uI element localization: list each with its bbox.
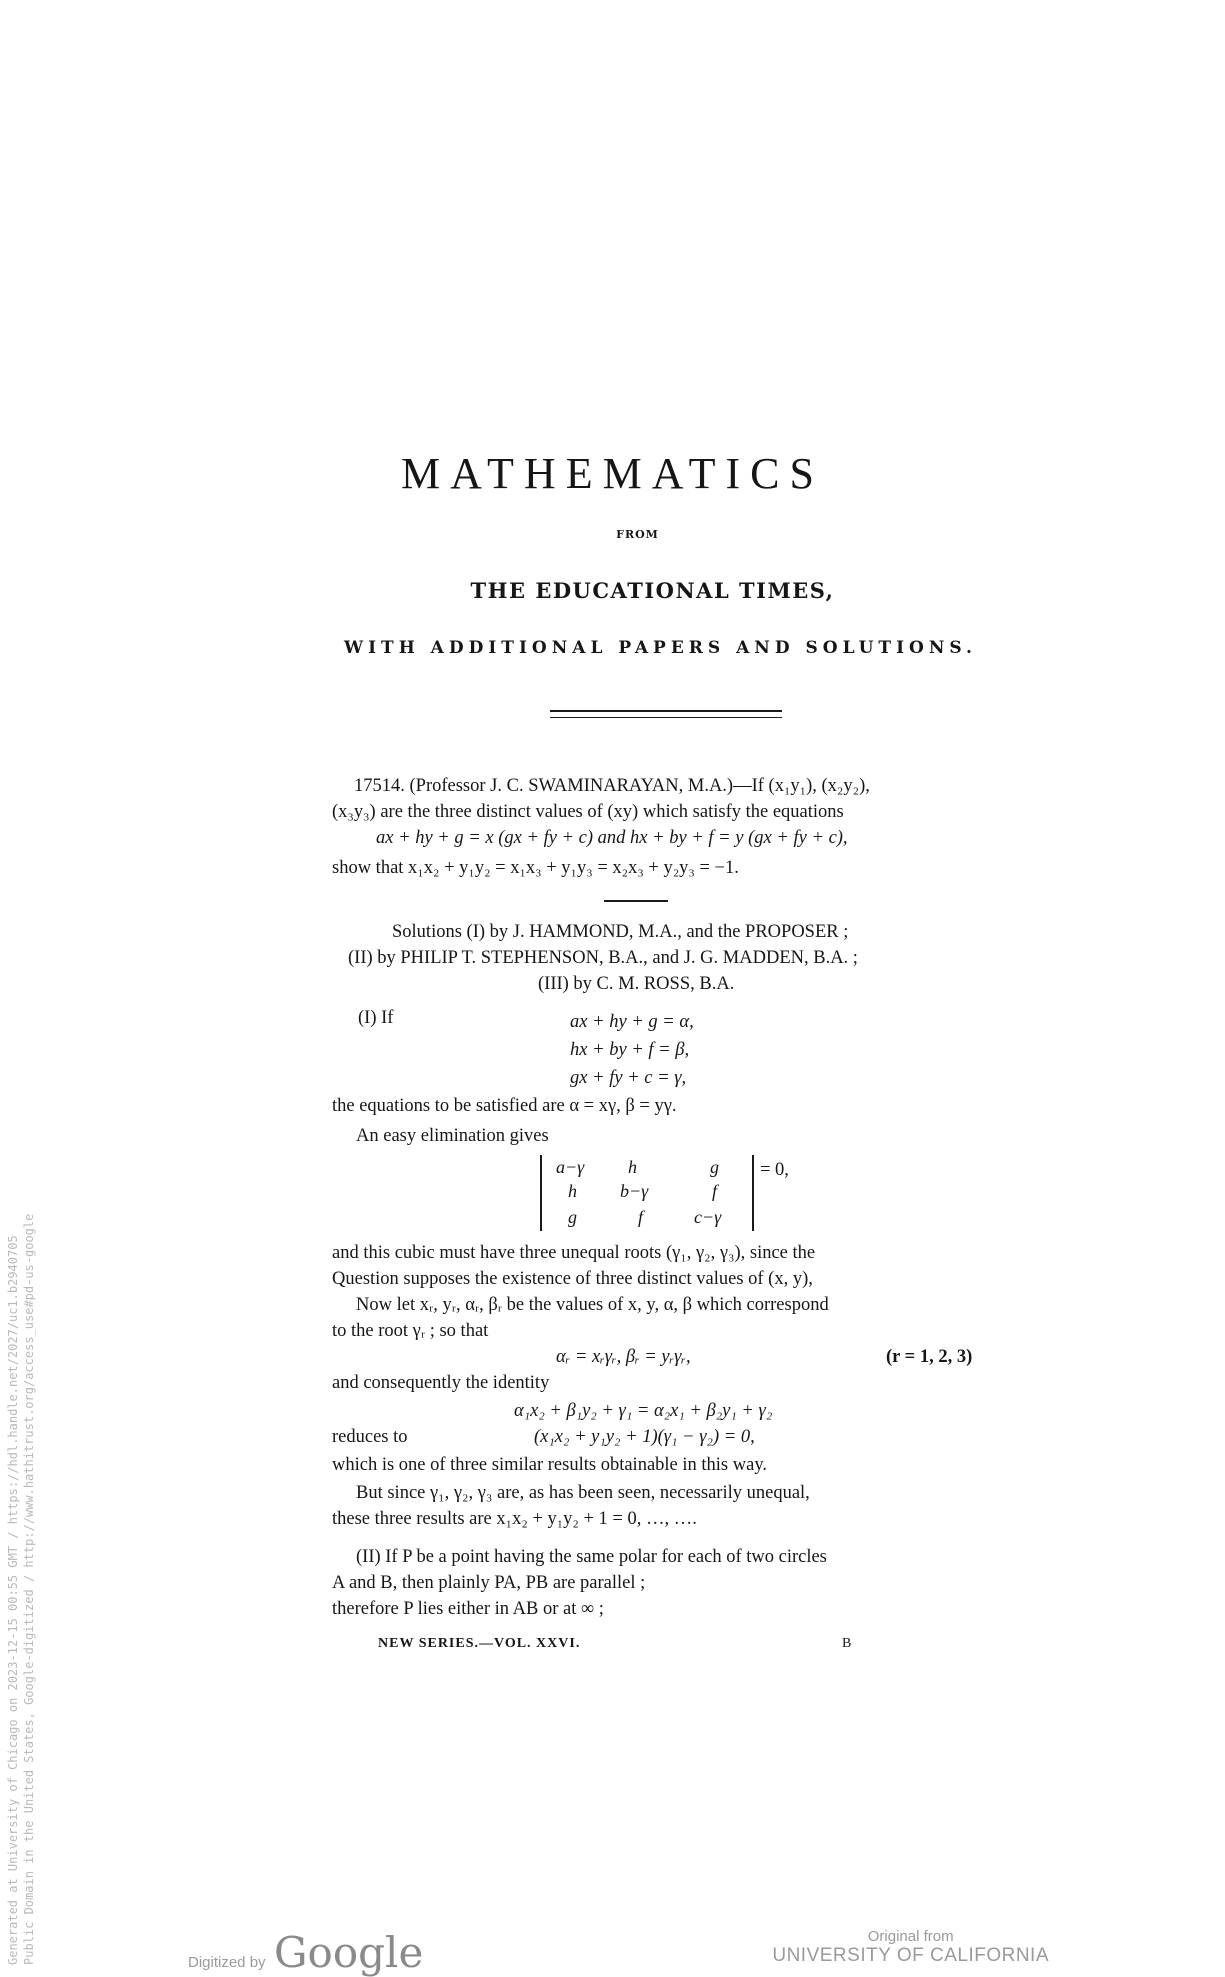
original-from-badge	[772, 1928, 1049, 1967]
digitized-by-badge	[188, 1928, 423, 1977]
equation-r: αᵣ = xᵣγᵣ, βᵣ = yᵣγᵣ,	[556, 1347, 691, 1367]
equation-r-range: (r = 1, 2, 3)	[886, 1347, 973, 1367]
question-show-that: show that x₁x₂ + y₁y₂ = x₁x₃ + y₁y₃ = x₂x₃ + y₂y₃ = −1.	[332, 858, 739, 878]
paragraph-7: and consequently the identity	[332, 1373, 550, 1393]
det-r2c1: h	[568, 1181, 577, 1201]
watermark-line-1: Generated at University of Chicago on 2023-12-15 00:55 GMT / https://hdl.handle.net/2027/uc1.b2940705	[6, 1235, 20, 1965]
equation-identity: α₁x₂ + β₁y₂ + γ₁ = α₂x₁ + β₂y₁ + γ₂	[514, 1401, 773, 1421]
watermark-line-2: Public Domain in the United States, Google-digitized / http://www.hathitrust.org/access_use#pd-us-google	[22, 1213, 36, 1965]
det-r1c2: h	[628, 1157, 637, 1177]
equation-alpha: ax + hy + g = α,	[570, 1012, 694, 1032]
det-r2c3: f	[712, 1181, 718, 1201]
question-equation: ax + hy + g = x (gx + fy + c) and hx + by + f = y (gx + fy + c),	[376, 828, 848, 848]
paragraph-1: the equations to be satisfied are α = xγ, β = yγ.	[332, 1096, 677, 1116]
paragraph-2: An easy elimination gives	[356, 1126, 549, 1146]
short-rule	[604, 900, 668, 902]
paragraph-11: (II) If P be a point having the same polar for each of two circles	[356, 1547, 827, 1567]
det-r3c2: f	[638, 1207, 644, 1227]
equation-gamma: gx + fy + c = γ,	[570, 1068, 687, 1088]
det-r1c3: g	[710, 1157, 719, 1177]
reduces-to-label: reduces to	[332, 1427, 408, 1447]
paragraph-13: therefore P lies either in AB or at ∞ ;	[332, 1599, 604, 1619]
paragraph-10: these three results are x₁x₂ + y₁y₂ + 1 = 0, …, ….	[332, 1509, 697, 1529]
paragraph-6: to the root γᵣ ; so that	[332, 1321, 489, 1341]
solutions-line-3: (III) by C. M. ROSS, B.A.	[538, 974, 735, 994]
signature-mark: B	[842, 1636, 852, 1651]
if-label: (I) If	[358, 1008, 394, 1028]
university-label: UNIVERSITY OF CALIFORNIA	[772, 1945, 1049, 1966]
question-line-2: (x₃y₃) are the three distinct values of (xy) which satisfy the equations	[332, 802, 844, 822]
question-line-1: 17514. (Professor J. C. SWAMINARAYAN, M.A.)—If (x₁y₁), (x₂y₂),	[354, 776, 870, 796]
determinant	[540, 1155, 754, 1231]
det-r3c3: c−γ	[694, 1207, 722, 1227]
digitized-by-label: Digitized by	[188, 1954, 266, 1971]
double-rule-bottom	[550, 717, 782, 718]
equation-beta: hx + by + f = β,	[570, 1040, 690, 1060]
double-rule-top	[550, 710, 782, 712]
from-label: FROM	[616, 528, 659, 541]
original-from-label: Original from	[867, 1928, 954, 1945]
google-logo: Google	[274, 1928, 424, 1977]
paragraph-12: A and B, then plainly PA, PB are parallel ;	[332, 1573, 646, 1593]
paragraph-9: But since γ₁, γ₂, γ₃ are, as has been seen, necessarily unequal,	[356, 1483, 810, 1503]
series-footer: NEW SERIES.—VOL. XXVI.	[378, 1636, 581, 1651]
solutions-line-2: (II) by PHILIP T. STEPHENSON, B.A., and J. G. MADDEN, B.A. ;	[348, 948, 858, 968]
paragraph-4: Question supposes the existence of three distinct values of (x, y),	[332, 1269, 813, 1289]
paragraph-5: Now let xᵣ, yᵣ, αᵣ, βᵣ be the values of x, y, α, β which correspond	[356, 1295, 829, 1315]
det-r2c2: b−γ	[620, 1181, 649, 1201]
det-r1c1: a−γ	[556, 1157, 585, 1177]
det-r3c1: g	[568, 1207, 577, 1227]
equation-reduced: (x₁x₂ + y₁y₂ + 1)(γ₁ − γ₂) = 0,	[534, 1427, 755, 1447]
journal-subtitle: WITH ADDITIONAL PAPERS AND SOLUTIONS.	[344, 638, 977, 658]
determinant-rhs: = 0,	[760, 1160, 789, 1180]
journal-name: THE EDUCATIONAL TIMES,	[470, 578, 835, 603]
paragraph-3: and this cubic must have three unequal roots (γ₁, γ₂, γ₃), since the	[332, 1243, 816, 1263]
page-title: MATHEMATICS	[401, 449, 824, 498]
solutions-line-1: Solutions (I) by J. HAMMOND, M.A., and the PROPOSER ;	[392, 922, 849, 942]
paragraph-8: which is one of three similar results obtainable in this way.	[332, 1455, 767, 1475]
